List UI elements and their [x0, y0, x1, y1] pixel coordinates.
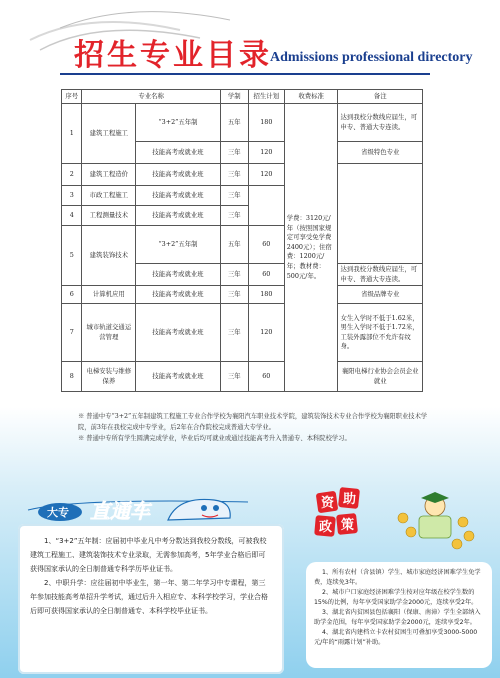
express-paragraph: 2、中职升学：应往届初中毕业生，第一年、第二年学习中专课程，第三年参加技能高考单招升学考试，通过后升入相应专、本科学校学习，学业合格后即可获得国家承认的全日制普通专、本科学校毕业证书。 [30, 579, 268, 615]
aid-policy-box [306, 562, 492, 668]
plan: 60 [248, 226, 284, 264]
col-header: 学制 [220, 90, 248, 104]
aid-title-char: 资 [321, 496, 335, 511]
page-title: 招生专业目录 [74, 38, 272, 73]
years: 三年 [220, 164, 248, 186]
program-type: 技能高考或就业班 [136, 304, 220, 362]
years: 三年 [220, 142, 248, 164]
plan: 120 [248, 142, 284, 164]
table-row [62, 286, 423, 304]
major-name: 建筑装饰技术 [82, 226, 136, 286]
plan: 120 [248, 164, 284, 186]
plan [248, 186, 284, 226]
major-name: 建筑工程造价 [82, 164, 136, 186]
major-name: 城市轨道交通运营管理 [82, 304, 136, 362]
years: 五年 [220, 104, 248, 142]
aid-policy-header [307, 484, 487, 554]
col-header: 专业名称 [82, 90, 220, 104]
page-subtitle: Admissions professional directory [270, 50, 473, 65]
row-number: 6 [62, 286, 82, 304]
header [0, 0, 500, 82]
remark: 女生入学时不低于1.62米，男生入学时不低于1.72米，工装外露部位不允许有纹身。 [338, 304, 423, 362]
major-name: 建筑工程施工 [82, 104, 136, 164]
program-type: “3+2”五年制 [136, 226, 220, 264]
major-name: 工程测量技术 [82, 206, 136, 226]
note-line: ※ 普通中专所有学生圆满完成学业，毕业后均可就业或通过技能高考升入普通专、本科院校学习。 [78, 435, 351, 442]
col-header: 招生计划 [248, 90, 284, 104]
plan: 120 [248, 304, 284, 362]
aid-item: 4、湖北省内建档立卡农村贫困生可叠加享受3000-5000元/年的“雨露计划”补助。 [314, 629, 478, 646]
years: 三年 [220, 304, 248, 362]
remark [338, 164, 423, 264]
program-type: 技能高考或就业班 [136, 186, 220, 206]
years: 五年 [220, 226, 248, 264]
remark: 省级特色专业 [338, 142, 423, 164]
major-name: 计算机应用 [82, 286, 136, 304]
aid-title-char: 策 [341, 518, 355, 533]
title-underline [60, 73, 430, 75]
table-row [62, 164, 423, 186]
major-name: 市政工程施工 [82, 186, 136, 206]
plan: 180 [248, 104, 284, 142]
row-number: 7 [62, 304, 82, 362]
program-type: 技能高考或就业班 [136, 206, 220, 226]
program-type: 技能高考或就业班 [136, 286, 220, 304]
banner-title: 直通车 [90, 499, 150, 523]
aid-item: 2、城市户口家庭经济困难学生按对应年级在校学生数的15%的比例，每年享受国家助学金2000元，连续享受2年。 [314, 589, 478, 606]
program-type: 技能高考或就业班 [136, 164, 220, 186]
years: 三年 [220, 264, 248, 286]
program-type: 技能高考或就业班 [136, 264, 220, 286]
note-line: ※ 普通中专“3+2”五年制建筑工程施工专业合作学校为襄阳汽车职业技术学院，建筑装饰技术专业合作学校为襄阳职业技术学院，前3年在我校完成中专学业，后2年在合作院校完成普通大专学业。 [78, 413, 428, 431]
aid-title-seals [314, 487, 360, 537]
row-number: 8 [62, 362, 82, 392]
row-number: 1 [62, 104, 82, 164]
express-paragraph: 1、“3+2”五年制：应届初中毕业凡中考分数达到我校分数线，可被我校建筑工程施工、建筑装饰技术专业录取，无需参加高考，5年学业合格后即可获得国家承认的全日制普通专科学历毕业证书。 [30, 537, 267, 573]
years: 三年 [220, 286, 248, 304]
plan: 60 [248, 362, 284, 392]
aid-title-char: 助 [343, 492, 357, 507]
aid-item: 3、湖北省内贫困县包括襄阳（保康、南漳）学生全部纳入助学金范围，每年享受国家助学金2000元，连续享受2年。 [314, 609, 481, 626]
col-header: 收费标准 [284, 90, 338, 104]
plan: 60 [248, 264, 284, 286]
program-type: 技能高考或就业班 [136, 362, 220, 392]
admissions-table [61, 89, 423, 392]
table-row [62, 362, 423, 392]
years: 三年 [220, 186, 248, 206]
row-number: 5 [62, 226, 82, 286]
plan: 180 [248, 286, 284, 304]
graduate-with-coins-icon [398, 492, 474, 549]
train-icon [168, 499, 230, 520]
remark: 省级品牌专业 [338, 286, 423, 304]
row-number: 2 [62, 164, 82, 186]
years: 三年 [220, 362, 248, 392]
banner-prefix: 大专 [47, 506, 69, 519]
table-header-row [62, 90, 423, 104]
table-notes [78, 411, 438, 444]
remark: 达到我校分数线应届生，可申专、普通大专连读。 [338, 104, 423, 142]
col-header: 备注 [338, 90, 423, 104]
row-number: 3 [62, 186, 82, 206]
col-header: 序号 [62, 90, 82, 104]
remark: 襄阳电梯行业协会会员企业就业 [338, 362, 423, 392]
years: 三年 [220, 206, 248, 226]
express-info-box [18, 524, 284, 674]
aid-title-char: 政 [319, 520, 333, 535]
program-type: 技能高考或就业班 [136, 142, 220, 164]
table-row [62, 104, 423, 142]
major-name: 电梯安装与维修保养 [82, 362, 136, 392]
aid-item: 1、所有农村（含县镇）学生、城市家庭经济困难学生免学费，连续免3年。 [314, 569, 481, 586]
fee-standard: 学费：3120元/年（按照国家规定可享受免学费2400元）；住宿费：1200元/年；教材费：500元/年。 [284, 104, 338, 392]
remark: 达到我校分数线应届生，可申专、普通大专连读。 [338, 264, 423, 286]
program-type: “3+2”五年制 [136, 104, 220, 142]
table-row [62, 304, 423, 362]
row-number: 4 [62, 206, 82, 226]
